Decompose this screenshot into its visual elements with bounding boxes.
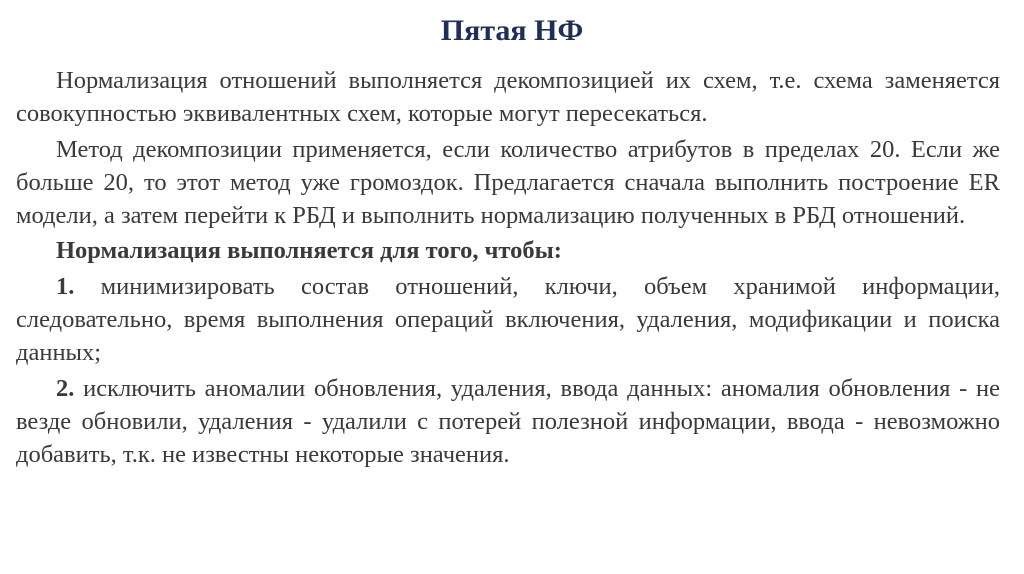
paragraph-method: Метод декомпозиции применяется, если количество атрибутов в пределах 20. Если же больше 20, то этот метод уже громоздок. Предлагается сначала выполнить построение ER модели, а затем перейти к РБД и выполнить нормализацию полученных в РБД отношений.	[16, 135, 1000, 230]
slide-title: Пятая НФ	[440, 14, 584, 47]
list-item-1-number: 1.	[56, 272, 75, 300]
slide-body	[16, 64, 1000, 472]
list-item-1	[16, 270, 1000, 370]
list-item-2-number: 2.	[56, 374, 75, 402]
list-item-1-text: минимизировать состав отношений, ключи, объем хранимой информации, следовательно, время выполнения операций включения, удаления, модификации и поиска данных;	[16, 272, 1000, 367]
paragraph-decomposition: Нормализация отношений выполняется декомпозицией их схем, т.е. схема заменяется совокупностью эквивалентных схем, которые могут пересекаться.	[16, 67, 1000, 128]
list-item-2-text: исключить аномалии обновления, удаления, ввода данных: аномалия обновления - не везде обновили, удаления - удалили с потерей полезной информации, ввода - невозможно добавить, т.к. не известны некоторые значения.	[16, 374, 1000, 469]
paragraph-goals-heading: Нормализация выполняется для того, чтобы:	[56, 237, 562, 265]
list-item-2	[16, 372, 1000, 472]
